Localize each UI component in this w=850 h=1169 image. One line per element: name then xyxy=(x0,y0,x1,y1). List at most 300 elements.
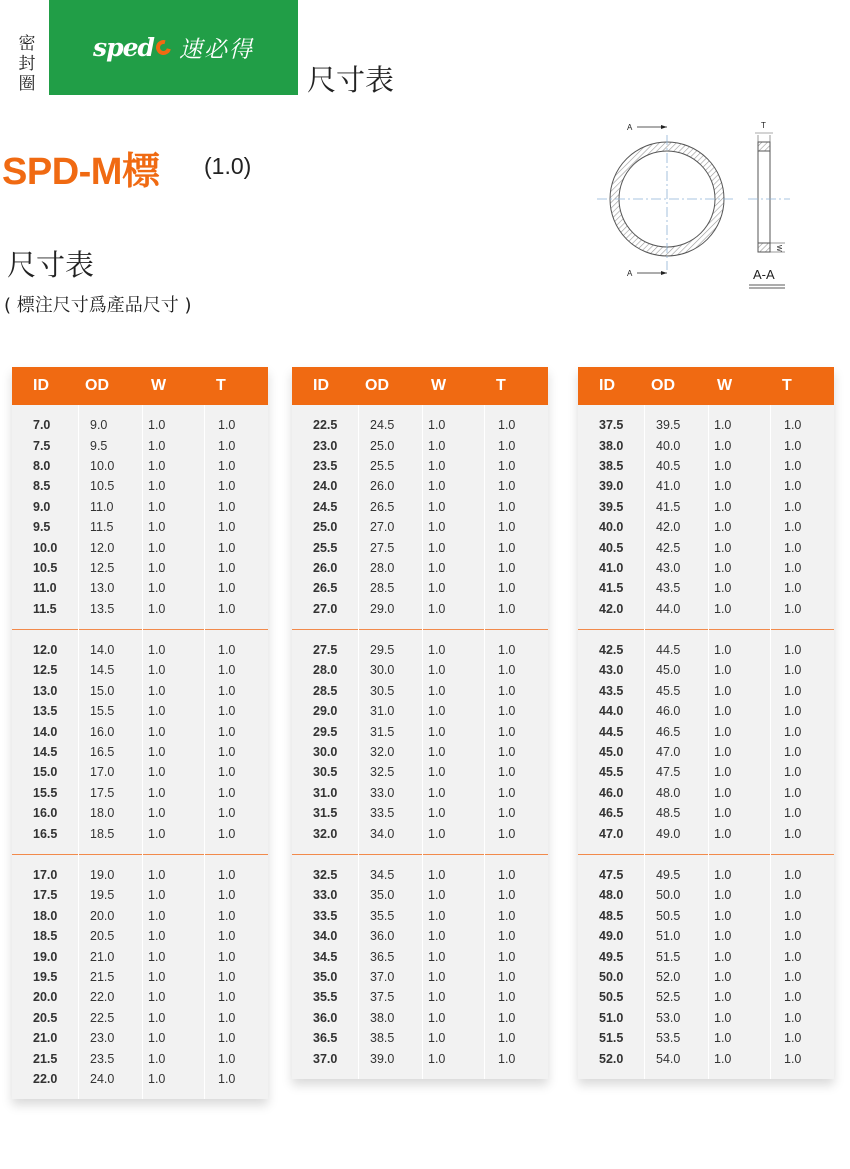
cell-t: 1.0 xyxy=(498,520,516,535)
cell-id: 41.5 xyxy=(599,581,624,596)
cell-w: 1.0 xyxy=(148,929,166,944)
cell-od: 48.0 xyxy=(656,785,681,800)
table-row xyxy=(292,906,548,926)
cell-od: 26.5 xyxy=(370,499,395,514)
cell-w: 1.0 xyxy=(148,868,166,882)
cell-id: 16.5 xyxy=(33,826,58,841)
cell-t: 1.0 xyxy=(498,560,516,575)
cell-t: 1.0 xyxy=(218,908,236,923)
brand-logo xyxy=(49,0,298,95)
cell-w: 1.0 xyxy=(428,745,446,760)
table-row xyxy=(12,415,268,435)
cell-w: 1.0 xyxy=(148,458,166,473)
cell-w: 1.0 xyxy=(714,643,732,658)
cell-od: 44.0 xyxy=(656,601,681,616)
cell-od: 23.0 xyxy=(90,1031,115,1046)
cell-w: 1.0 xyxy=(148,601,166,616)
cell-id: 45.0 xyxy=(599,745,624,760)
table-row xyxy=(12,537,268,557)
cell-t: 1.0 xyxy=(784,458,802,473)
cell-od: 32.5 xyxy=(370,765,395,780)
cell-id: 33.0 xyxy=(313,888,338,903)
cell-od: 31.5 xyxy=(370,724,395,739)
cell-od: 11.0 xyxy=(90,499,114,514)
cell-t: 1.0 xyxy=(218,1071,236,1086)
cell-t: 1.0 xyxy=(784,785,802,800)
cell-t: 1.0 xyxy=(784,704,802,719)
table-row xyxy=(578,497,834,517)
cell-od: 16.5 xyxy=(90,745,115,760)
cell-id: 44.5 xyxy=(599,724,624,739)
column-header-w: W xyxy=(431,377,447,394)
oring-cross-section-diagram xyxy=(585,115,795,300)
cell-t: 1.0 xyxy=(784,479,802,494)
cell-od: 24.0 xyxy=(90,1071,115,1086)
table-row xyxy=(12,1069,268,1089)
cell-id: 45.5 xyxy=(599,765,624,780)
cell-w: 1.0 xyxy=(714,806,732,821)
cell-id: 51.0 xyxy=(599,1010,624,1025)
table-row xyxy=(578,1048,834,1068)
cell-w: 1.0 xyxy=(714,560,732,575)
cell-od: 14.5 xyxy=(90,663,115,678)
cell-id: 28.0 xyxy=(313,663,338,678)
cell-od: 9.5 xyxy=(90,438,108,453)
cell-w: 1.0 xyxy=(428,868,446,882)
cell-id: 25.0 xyxy=(313,520,338,535)
cell-od: 42.0 xyxy=(656,520,681,535)
cell-w: 1.0 xyxy=(714,418,732,433)
cell-w: 1.0 xyxy=(428,1010,446,1025)
cell-w: 1.0 xyxy=(428,724,446,739)
cell-t: 1.0 xyxy=(498,908,516,923)
cell-w: 1.0 xyxy=(148,479,166,494)
table-row xyxy=(12,742,268,762)
cell-od: 18.0 xyxy=(90,806,115,821)
category-label: 密封圈 xyxy=(18,34,36,94)
row-group xyxy=(292,405,548,630)
cell-id: 28.5 xyxy=(313,683,338,698)
cell-od: 21.0 xyxy=(90,949,115,964)
table-row xyxy=(578,967,834,987)
cell-od: 43.5 xyxy=(656,581,681,596)
table-row xyxy=(12,906,268,926)
cell-w: 1.0 xyxy=(428,643,446,658)
cell-t: 1.0 xyxy=(218,745,236,760)
table-row xyxy=(578,558,834,578)
table-row xyxy=(12,803,268,823)
cell-w: 1.0 xyxy=(714,929,732,944)
table-row xyxy=(292,456,548,476)
cell-id: 46.0 xyxy=(599,785,624,800)
table-row xyxy=(12,783,268,803)
cell-od: 20.0 xyxy=(90,908,115,923)
cell-t: 1.0 xyxy=(498,1010,516,1025)
table-row xyxy=(578,926,834,946)
dimension-w-label: W xyxy=(775,245,782,252)
cell-t: 1.0 xyxy=(784,643,802,658)
cell-id: 33.5 xyxy=(313,908,338,923)
row-group xyxy=(578,630,834,855)
table-row xyxy=(12,967,268,987)
cell-id: 18.0 xyxy=(33,908,58,923)
cell-od: 18.5 xyxy=(90,826,115,841)
column-header-od: OD xyxy=(651,377,675,394)
table-row xyxy=(12,476,268,496)
cell-t: 1.0 xyxy=(218,969,236,984)
cell-w: 1.0 xyxy=(428,663,446,678)
table-row xyxy=(12,823,268,843)
table-row xyxy=(578,721,834,741)
cell-w: 1.0 xyxy=(428,560,446,575)
header-title: 尺寸表 xyxy=(307,63,395,97)
cell-od: 22.5 xyxy=(90,1010,115,1025)
table-row xyxy=(12,435,268,455)
cell-w: 1.0 xyxy=(714,683,732,698)
table-row xyxy=(292,701,548,721)
cell-t: 1.0 xyxy=(498,949,516,964)
cell-w: 1.0 xyxy=(148,1071,166,1086)
table-row xyxy=(578,762,834,782)
cell-t: 1.0 xyxy=(498,458,516,473)
cell-od: 17.5 xyxy=(90,785,115,800)
cell-t: 1.0 xyxy=(498,1031,516,1046)
cell-t: 1.0 xyxy=(498,806,516,821)
cell-id: 52.0 xyxy=(599,1051,624,1066)
column-header-od: OD xyxy=(85,377,109,394)
table-row xyxy=(578,987,834,1007)
cell-id: 7.0 xyxy=(33,418,51,433)
cell-t: 1.0 xyxy=(218,479,236,494)
cell-w: 1.0 xyxy=(714,458,732,473)
cell-od: 16.0 xyxy=(90,724,115,739)
section-title: 尺寸表 xyxy=(7,248,95,282)
cell-t: 1.0 xyxy=(218,418,236,433)
cell-w: 1.0 xyxy=(148,499,166,514)
table-row xyxy=(12,721,268,741)
cell-t: 1.0 xyxy=(218,990,236,1005)
cell-id: 19.5 xyxy=(33,969,58,984)
cell-w: 1.0 xyxy=(428,438,446,453)
cell-id: 48.5 xyxy=(599,908,624,923)
cell-od: 46.5 xyxy=(656,724,681,739)
cell-od: 34.5 xyxy=(370,868,395,882)
cell-id: 34.0 xyxy=(313,929,338,944)
cell-id: 13.0 xyxy=(33,683,58,698)
cell-od: 49.0 xyxy=(656,826,681,841)
column-header-w: W xyxy=(151,377,167,394)
cell-t: 1.0 xyxy=(784,499,802,514)
cell-od: 25.5 xyxy=(370,458,395,473)
cell-t: 1.0 xyxy=(784,520,802,535)
table-row xyxy=(12,701,268,721)
section-view-label: A-A xyxy=(753,267,775,282)
cell-w: 1.0 xyxy=(148,581,166,596)
table-row xyxy=(578,640,834,660)
cell-t: 1.0 xyxy=(498,826,516,841)
cell-w: 1.0 xyxy=(714,1010,732,1025)
cell-w: 1.0 xyxy=(428,826,446,841)
cell-w: 1.0 xyxy=(714,949,732,964)
cell-od: 38.0 xyxy=(370,1010,395,1025)
cell-id: 44.0 xyxy=(599,704,624,719)
cell-od: 51.5 xyxy=(656,949,681,964)
cell-id: 39.0 xyxy=(599,479,624,494)
cell-t: 1.0 xyxy=(218,540,236,555)
table-row xyxy=(292,1008,548,1028)
cell-id: 21.5 xyxy=(33,1051,58,1066)
cell-id: 26.5 xyxy=(313,581,338,596)
cell-id: 15.5 xyxy=(33,785,58,800)
cell-t: 1.0 xyxy=(218,826,236,841)
cell-id: 11.0 xyxy=(33,581,57,596)
cell-id: 27.5 xyxy=(313,643,338,658)
cell-od: 22.0 xyxy=(90,990,115,1005)
table-row xyxy=(292,517,548,537)
cell-w: 1.0 xyxy=(714,1051,732,1066)
cell-w: 1.0 xyxy=(428,765,446,780)
cell-t: 1.0 xyxy=(498,929,516,944)
cell-id: 22.5 xyxy=(313,418,338,433)
cell-w: 1.0 xyxy=(148,704,166,719)
cell-w: 1.0 xyxy=(428,969,446,984)
cell-t: 1.0 xyxy=(784,601,802,616)
table-row xyxy=(292,537,548,557)
cell-w: 1.0 xyxy=(428,601,446,616)
table-row xyxy=(12,946,268,966)
size-table-1 xyxy=(12,367,268,1099)
cell-id: 38.0 xyxy=(599,438,624,453)
cell-od: 47.5 xyxy=(656,765,681,780)
column-header-t: T xyxy=(782,377,792,394)
cell-id: 24.5 xyxy=(313,499,338,514)
table-row xyxy=(292,558,548,578)
column-header-w: W xyxy=(717,377,733,394)
table-row xyxy=(12,578,268,598)
table-row xyxy=(578,681,834,701)
cell-od: 12.5 xyxy=(90,560,115,575)
cell-w: 1.0 xyxy=(428,908,446,923)
cell-t: 1.0 xyxy=(218,438,236,453)
cell-od: 30.5 xyxy=(370,683,395,698)
table-row xyxy=(292,865,548,885)
cell-od: 38.5 xyxy=(370,1031,395,1046)
cell-t: 1.0 xyxy=(784,581,802,596)
cell-w: 1.0 xyxy=(148,1031,166,1046)
table-row xyxy=(292,497,548,517)
cell-id: 46.5 xyxy=(599,806,624,821)
cell-t: 1.0 xyxy=(218,888,236,903)
cell-t: 1.0 xyxy=(498,438,516,453)
logo-swirl-icon xyxy=(153,37,173,57)
cell-id: 20.5 xyxy=(33,1010,58,1025)
size-table-3 xyxy=(578,367,834,1079)
cell-t: 1.0 xyxy=(498,724,516,739)
cell-od: 45.0 xyxy=(656,663,681,678)
cell-id: 36.5 xyxy=(313,1031,338,1046)
cell-id: 12.5 xyxy=(33,663,58,678)
cell-w: 1.0 xyxy=(428,888,446,903)
cell-id: 8.0 xyxy=(33,458,51,473)
table-row xyxy=(292,415,548,435)
table-row xyxy=(12,558,268,578)
cell-od: 15.0 xyxy=(90,683,115,698)
section-mark-a-top: A xyxy=(627,123,633,132)
cell-w: 1.0 xyxy=(714,908,732,923)
cell-w: 1.0 xyxy=(428,949,446,964)
cell-id: 27.0 xyxy=(313,601,338,616)
table-row xyxy=(292,926,548,946)
cell-id: 30.5 xyxy=(313,765,338,780)
cell-w: 1.0 xyxy=(148,908,166,923)
cell-w: 1.0 xyxy=(714,765,732,780)
cell-t: 1.0 xyxy=(784,438,802,453)
cell-t: 1.0 xyxy=(218,868,236,882)
table-row xyxy=(578,476,834,496)
cell-id: 19.0 xyxy=(33,949,58,964)
column-header-id: ID xyxy=(599,377,615,394)
cell-id: 36.0 xyxy=(313,1010,338,1025)
column-header-t: T xyxy=(216,377,226,394)
cell-od: 45.5 xyxy=(656,683,681,698)
cell-w: 1.0 xyxy=(148,560,166,575)
cell-id: 47.5 xyxy=(599,868,624,882)
cell-od: 36.5 xyxy=(370,949,395,964)
cell-t: 1.0 xyxy=(218,949,236,964)
cell-id: 32.0 xyxy=(313,826,338,841)
cell-id: 25.5 xyxy=(313,540,338,555)
cell-w: 1.0 xyxy=(148,990,166,1005)
cell-od: 13.5 xyxy=(90,601,115,616)
cell-w: 1.0 xyxy=(714,704,732,719)
cell-w: 1.0 xyxy=(428,540,446,555)
row-group xyxy=(292,630,548,855)
row-group xyxy=(12,630,268,855)
cell-w: 1.0 xyxy=(148,724,166,739)
cell-t: 1.0 xyxy=(784,1010,802,1025)
cell-id: 38.5 xyxy=(599,458,624,473)
cell-id: 49.0 xyxy=(599,929,624,944)
cell-t: 1.0 xyxy=(498,581,516,596)
cell-od: 29.5 xyxy=(370,643,395,658)
cell-od: 10.5 xyxy=(90,479,115,494)
cell-od: 52.0 xyxy=(656,969,681,984)
cell-t: 1.0 xyxy=(784,990,802,1005)
cell-id: 48.0 xyxy=(599,888,624,903)
cell-w: 1.0 xyxy=(428,1051,446,1066)
cell-id: 40.0 xyxy=(599,520,624,535)
cell-id: 10.5 xyxy=(33,560,58,575)
column-header-id: ID xyxy=(33,377,49,394)
cell-id: 41.0 xyxy=(599,560,624,575)
table-row xyxy=(578,906,834,926)
cell-w: 1.0 xyxy=(714,724,732,739)
cell-t: 1.0 xyxy=(218,806,236,821)
table-row xyxy=(292,435,548,455)
cell-id: 37.5 xyxy=(599,418,624,433)
cell-w: 1.0 xyxy=(148,949,166,964)
logo-chinese-name: 速必得 xyxy=(178,37,254,63)
table-row xyxy=(578,537,834,557)
table-row xyxy=(12,660,268,680)
cell-id: 31.0 xyxy=(313,785,338,800)
cell-w: 1.0 xyxy=(714,868,732,882)
table-row xyxy=(12,1048,268,1068)
cell-w: 1.0 xyxy=(148,643,166,658)
cell-od: 12.0 xyxy=(90,540,115,555)
cell-od: 30.0 xyxy=(370,663,395,678)
cell-od: 50.0 xyxy=(656,888,681,903)
cell-od: 21.5 xyxy=(90,969,115,984)
cell-t: 1.0 xyxy=(784,806,802,821)
cell-od: 43.0 xyxy=(656,560,681,575)
cell-id: 17.0 xyxy=(33,868,58,882)
table-row xyxy=(12,926,268,946)
table-row xyxy=(292,1048,548,1068)
cell-t: 1.0 xyxy=(784,540,802,555)
cell-t: 1.0 xyxy=(218,704,236,719)
cell-w: 1.0 xyxy=(714,990,732,1005)
table-row xyxy=(578,885,834,905)
cell-w: 1.0 xyxy=(714,1031,732,1046)
cell-id: 43.5 xyxy=(599,683,624,698)
cell-w: 1.0 xyxy=(148,520,166,535)
cell-od: 19.5 xyxy=(90,888,115,903)
product-title: SPD-M標 xyxy=(2,151,160,193)
cell-w: 1.0 xyxy=(148,806,166,821)
cell-od: 29.0 xyxy=(370,601,395,616)
cell-w: 1.0 xyxy=(714,581,732,596)
cell-od: 28.5 xyxy=(370,581,395,596)
row-group xyxy=(12,855,268,1099)
cell-t: 1.0 xyxy=(498,663,516,678)
cell-w: 1.0 xyxy=(148,826,166,841)
cell-id: 23.0 xyxy=(313,438,338,453)
cell-t: 1.0 xyxy=(498,990,516,1005)
cell-id: 17.5 xyxy=(33,888,58,903)
cell-od: 33.5 xyxy=(370,806,395,821)
cell-t: 1.0 xyxy=(784,969,802,984)
table-row xyxy=(578,660,834,680)
cell-t: 1.0 xyxy=(784,868,802,882)
cell-id: 24.0 xyxy=(313,479,338,494)
cell-id: 50.5 xyxy=(599,990,624,1005)
table-row xyxy=(292,578,548,598)
cell-id: 16.0 xyxy=(33,806,58,821)
cell-w: 1.0 xyxy=(428,785,446,800)
cell-od: 26.0 xyxy=(370,479,395,494)
cell-t: 1.0 xyxy=(498,499,516,514)
cell-id: 40.5 xyxy=(599,540,624,555)
cell-od: 27.0 xyxy=(370,520,395,535)
cell-od: 51.0 xyxy=(656,929,681,944)
cell-t: 1.0 xyxy=(498,765,516,780)
table-row xyxy=(578,823,834,843)
table-row xyxy=(12,497,268,517)
cell-od: 36.0 xyxy=(370,929,395,944)
table-row xyxy=(292,721,548,741)
cell-w: 1.0 xyxy=(148,438,166,453)
cell-w: 1.0 xyxy=(148,663,166,678)
cell-t: 1.0 xyxy=(218,724,236,739)
table-row xyxy=(12,865,268,885)
cell-id: 7.5 xyxy=(33,438,51,453)
cell-t: 1.0 xyxy=(784,908,802,923)
cell-od: 50.5 xyxy=(656,908,681,923)
cell-w: 1.0 xyxy=(148,785,166,800)
cell-w: 1.0 xyxy=(428,683,446,698)
cell-od: 19.0 xyxy=(90,868,115,882)
